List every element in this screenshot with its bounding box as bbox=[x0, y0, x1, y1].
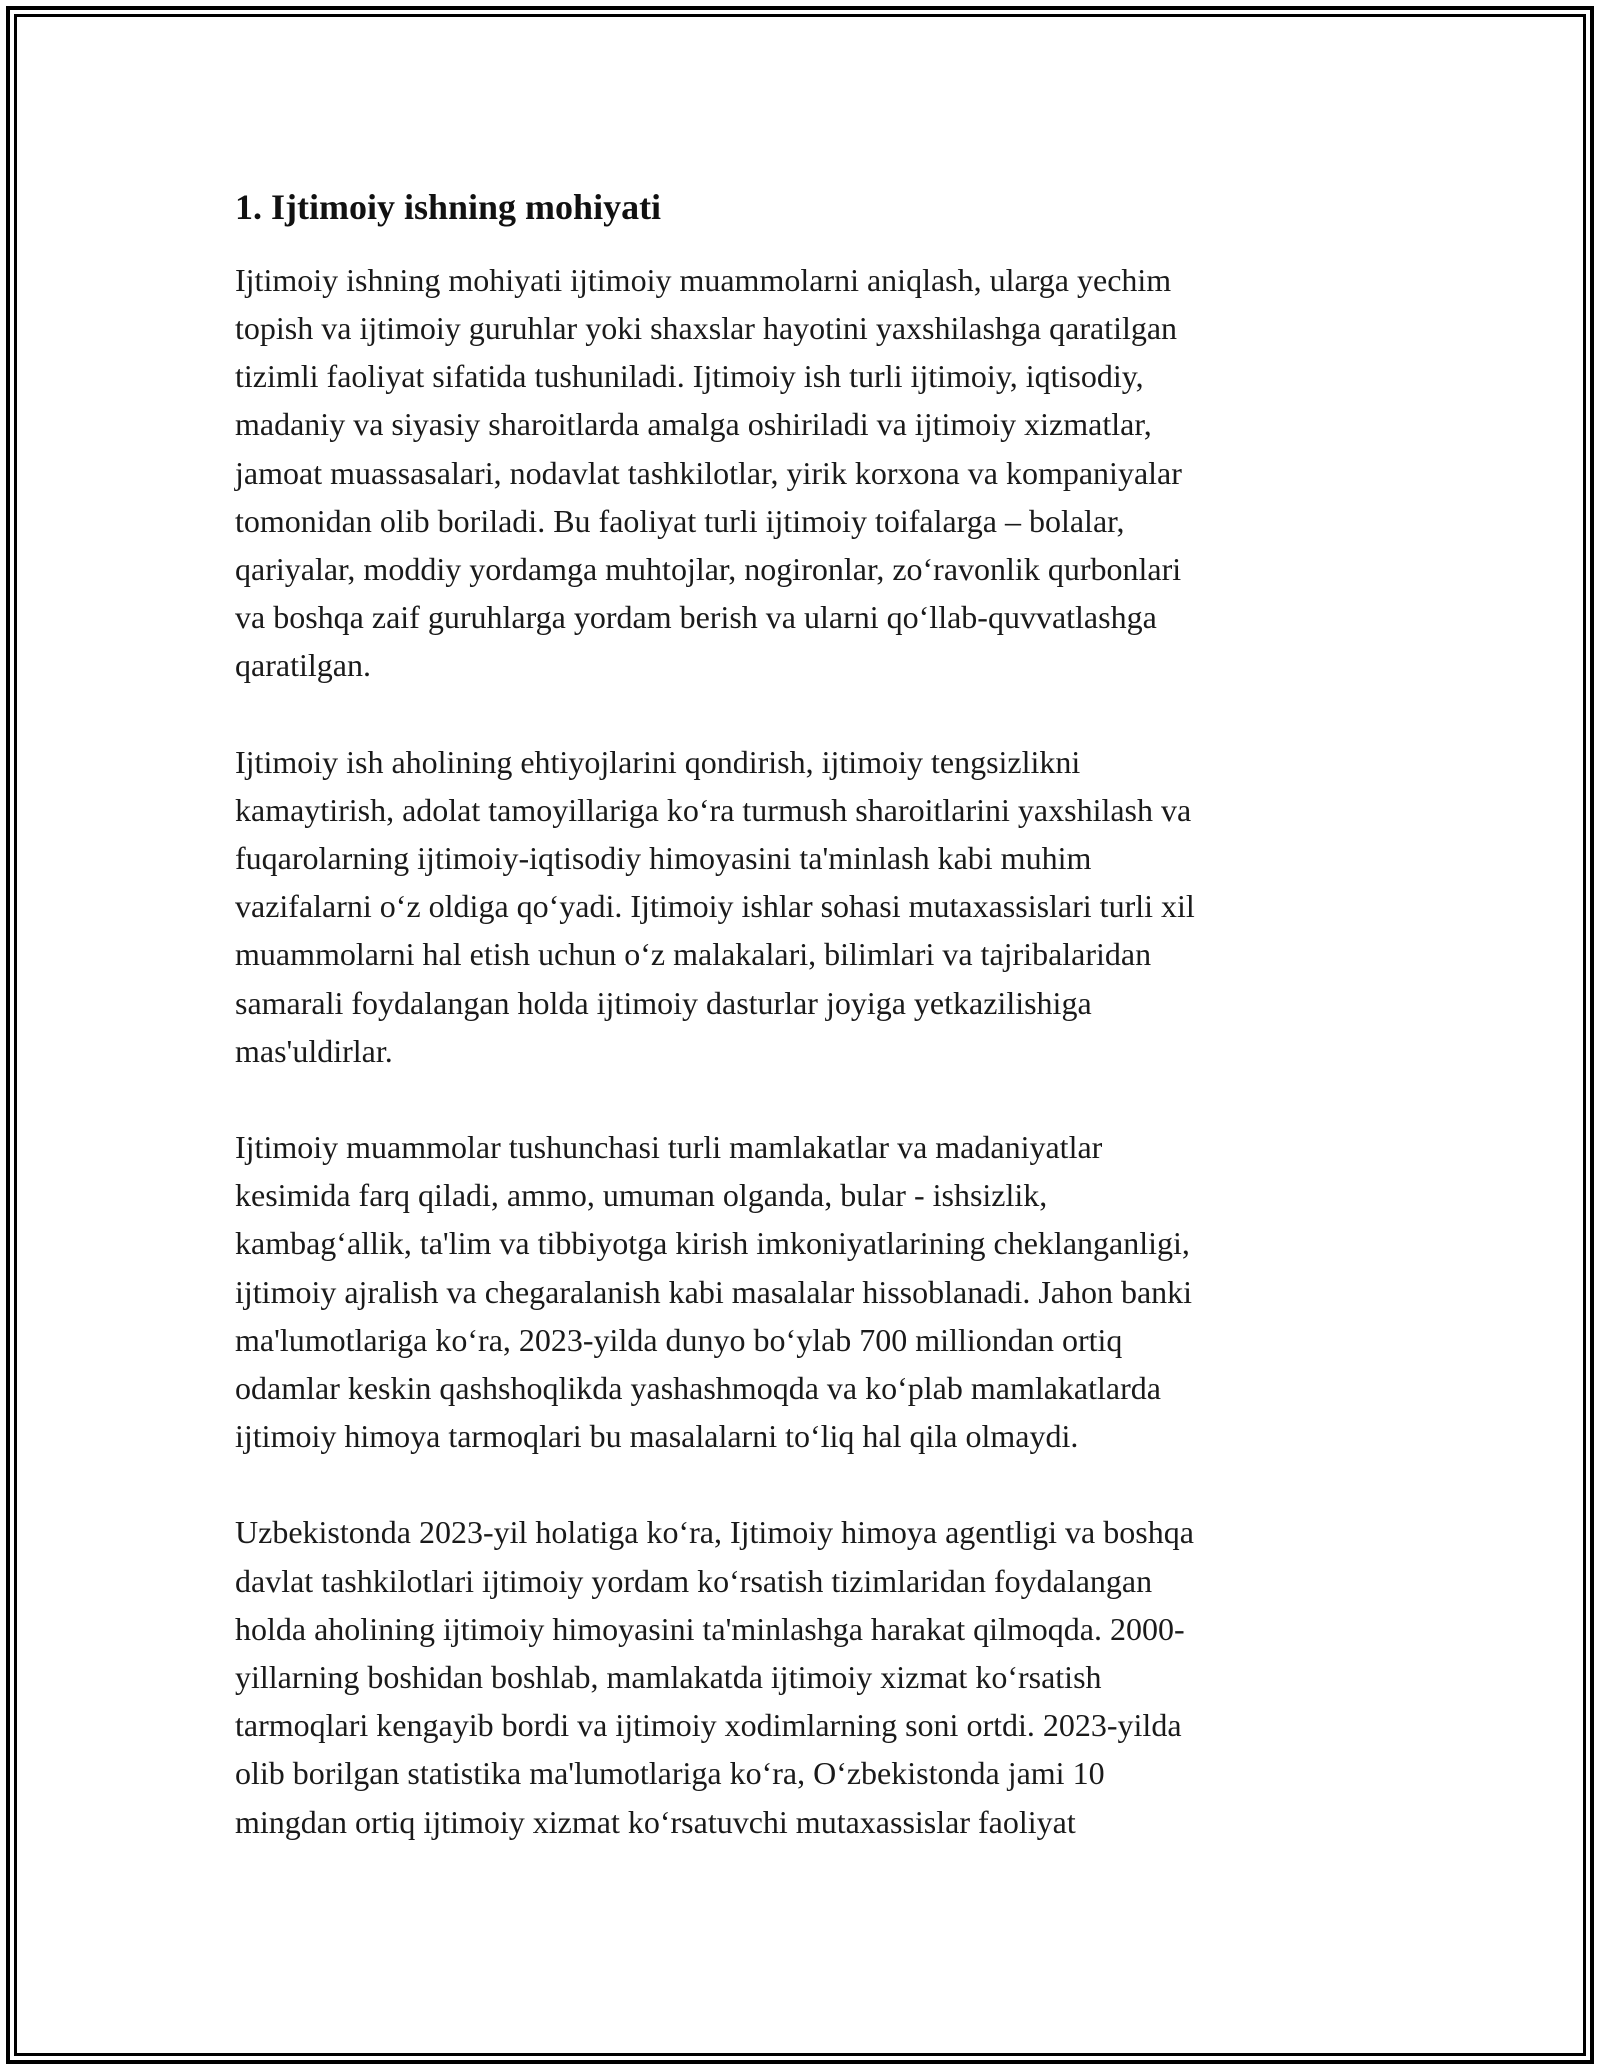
text-line: Ijtimoiy ishning mohiyati ijtimoiy muammolarni aniqlash, ularga yechim bbox=[235, 261, 1172, 298]
text-line: madaniy va siyasiy sharoitlarda amalga oshiriladi va ijtimoiy xizmatlar, bbox=[235, 406, 1152, 443]
text-line: Uzbekistonda 2023-yil holatiga ko‘ra, Ijtimoiy himoya agentligi va boshqa bbox=[235, 1514, 1194, 1551]
paragraph-4 bbox=[235, 1508, 1355, 1845]
text-line: muammolarni hal etish uchun o‘z malakalari, bilimlari va tajribalaridan bbox=[235, 936, 1152, 973]
text-line: qaratilgan. bbox=[235, 647, 371, 684]
text-line: tizimli faoliyat sifatida tushuniladi. Ijtimoiy ish turli ijtimoiy, iqtisodiy, bbox=[235, 358, 1144, 395]
text-line: tarmoqlari kengayib bordi va ijtimoiy xodimlarning soni ortdi. 2023-yilda bbox=[235, 1707, 1182, 1744]
text-line: mingdan ortiq ijtimoiy xizmat ko‘rsatuvchi mutaxassislar faoliyat bbox=[235, 1803, 1076, 1840]
text-line: davlat tashkilotlari ijtimoiy yordam ko‘rsatish tizimlaridan foydalangan bbox=[235, 1562, 1153, 1599]
text-line: ijtimoiy himoya tarmoqlari bu masalalarni to‘liq hal qila olmaydi. bbox=[235, 1418, 1079, 1455]
text-line: topish va ijtimoiy guruhlar yoki shaxslar hayotini yaxshilashga qaratilgan bbox=[235, 310, 1178, 346]
text-line: kamaytirish, adolat tamoyillariga ko‘ra turmush sharoitlarini yaxshilash va bbox=[235, 791, 1192, 828]
text-line: va boshqa zaif guruhlarga yordam berish va ularni qo‘llab-quvvatlashga bbox=[235, 599, 1157, 636]
text-line: tomonidan olib boriladi. Bu faoliyat turli ijtimoiy toifalarga – bolalar, bbox=[235, 502, 1125, 539]
text-line: jamoat muassasalari, nodavlat tashkilotlar, yirik korxona va kompaniyalar bbox=[235, 454, 1182, 491]
section-heading: 1. Ijtimoiy ishning mohiyati bbox=[235, 187, 662, 227]
text-line: holda aholining ijtimoiy himoyasini ta'minlashga harakat qilmoqda. 2000- bbox=[235, 1610, 1185, 1647]
text-line: samarali foydalangan holda ijtimoiy dasturlar joyiga yetkazilishiga bbox=[235, 984, 1092, 1021]
text-line: fuqarolarning ijtimoiy-iqtisodiy himoyasini ta'minlash kabi muhim bbox=[235, 840, 1092, 877]
document-body bbox=[235, 184, 1355, 1894]
text-line: kesimida farq qiladi, ammo, umuman olganda, bular - ishsizlik, bbox=[235, 1177, 1048, 1214]
text-line: Ijtimoiy muammolar tushunchasi turli mamlakatlar va madaniyatlar bbox=[235, 1129, 1103, 1166]
paragraph-1 bbox=[235, 256, 1355, 690]
text-line: yillarning boshidan boshlab, mamlakatda ijtimoiy xizmat ko‘rsatish bbox=[235, 1659, 1102, 1696]
paragraph-2 bbox=[235, 738, 1355, 1075]
text-line: olib borilgan statistika ma'lumotlariga ko‘ra, O‘zbekistonda jami 10 bbox=[235, 1755, 1105, 1792]
text-line: mas'uldirlar. bbox=[235, 1032, 393, 1069]
text-line: kambag‘allik, ta'lim va tibbiyotga kirish imkoniyatlarining cheklanganligi, bbox=[235, 1225, 1190, 1262]
paragraph-3 bbox=[235, 1123, 1355, 1460]
text-line: qariyalar, moddiy yordamga muhtojlar, nogironlar, zo‘ravonlik qurbonlari bbox=[235, 551, 1182, 588]
text-line: vazifalarni o‘z oldiga qo‘yadi. Ijtimoiy ishlar sohasi mutaxassislari turli xil bbox=[235, 888, 1195, 925]
text-line: ma'lumotlariga ko‘ra, 2023-yilda dunyo bo‘ylab 700 milliondan ortiq bbox=[235, 1321, 1123, 1358]
text-line: odamlar keskin qashshoqlikda yashashmoqda va ko‘plab mamlakatlarda bbox=[235, 1370, 1161, 1407]
text-line: Ijtimoiy ish aholining ehtiyojlarini qondirish, ijtimoiy tengsizlikni bbox=[235, 743, 1081, 780]
text-line: ijtimoiy ajralish va chegaralanish kabi masalalar hissoblanadi. Jahon banki bbox=[235, 1273, 1193, 1310]
